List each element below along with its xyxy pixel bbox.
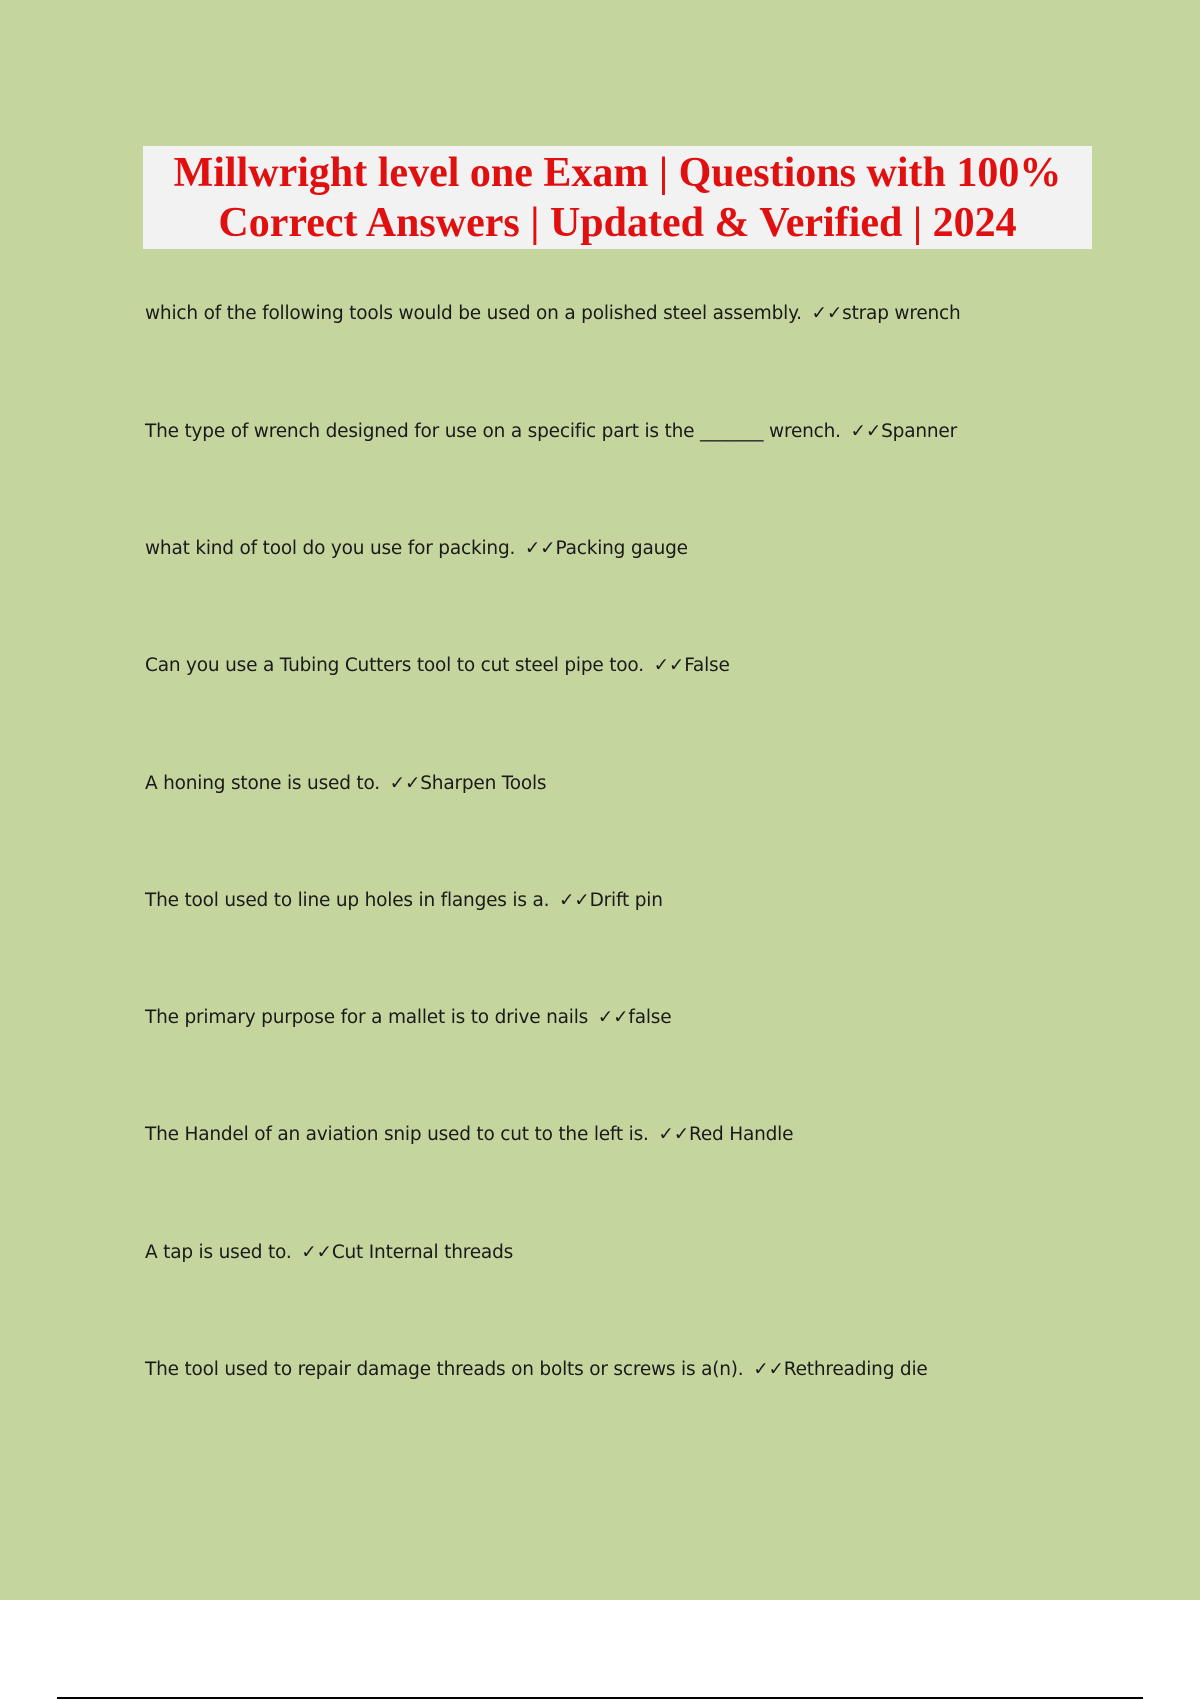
check-mark: ✓✓ [850,421,882,442]
check-mark: ✓✓ [389,773,421,794]
qa-item [145,770,1145,798]
qa-item [145,300,1145,328]
answer-text: Spanner [881,421,958,442]
answer-text: Drift pin [589,890,663,911]
answer-text: Packing gauge [555,538,688,559]
question-text: what kind of tool do you use for packing. [145,538,516,559]
answer-text: strap wrench [842,303,961,324]
answer-text: Rethreading die [783,1359,928,1380]
question-text: The primary purpose for a mallet is to drive nails [145,1007,589,1028]
title-banner [143,146,1092,249]
answer-text: Cut Internal threads [331,1242,514,1263]
question-text: The tool used to repair damage threads on bolts or screws is a(n). [145,1359,744,1380]
title-line-2: Correct Answers | Updated & Verified | 2024 [218,199,1017,246]
qa-item [145,887,1145,915]
check-mark: ✓✓ [301,1242,332,1263]
check-mark: ✓✓ [597,1007,629,1028]
footer-divider [57,1697,1143,1699]
question-text: The tool used to line up holes in flanges is a. [145,890,550,911]
check-mark: ✓✓ [559,890,590,911]
question-text: A tap is used to. [145,1242,292,1263]
answer-text: False [684,655,730,676]
qa-item [145,652,1145,680]
check-mark: ✓✓ [524,538,556,559]
check-mark: ✓✓ [811,303,843,324]
question-text: Can you use a Tubing Cutters tool to cut steel pipe too. [145,655,644,676]
qa-item [145,1356,1145,1384]
answer-text: Sharpen Tools [420,773,547,794]
qa-item [145,535,1145,563]
qa-item [145,1004,1145,1032]
question-text: The type of wrench designed for use on a specific part is the _______ wrench. [145,421,841,442]
check-mark: ✓✓ [753,1359,784,1380]
qa-item [145,1121,1145,1149]
answer-text: false [628,1007,672,1028]
qa-item [145,418,1145,446]
question-text: which of the following tools would be used on a polished steel assembly. [145,303,802,324]
check-mark: ✓✓ [658,1124,690,1145]
title-line-1: Millwright level one Exam | Questions with 100% [173,149,1062,196]
question-text: A honing stone is used to. [145,773,380,794]
check-mark: ✓✓ [653,655,685,676]
answer-text: Red Handle [689,1124,794,1145]
question-text: The Handel of an aviation snip used to cut to the left is. [145,1124,649,1145]
qa-item [145,1239,1145,1267]
